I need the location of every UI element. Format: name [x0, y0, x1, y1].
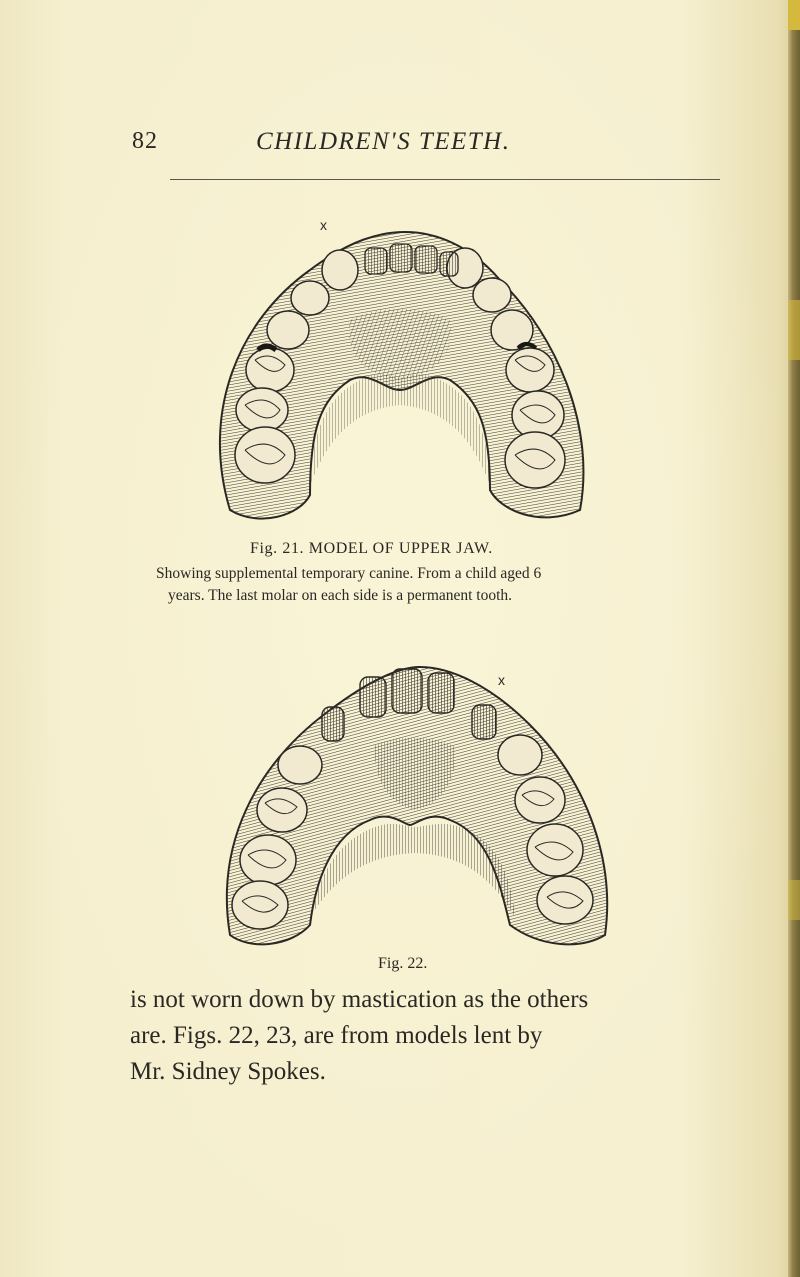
body-line: Mr. Sidney Spokes. — [130, 1058, 326, 1085]
figure-22-label: Fig. 22. — [378, 955, 428, 972]
page-edge-stain — [788, 0, 800, 30]
caption-line: Showing supplemental temporary canine. From a child aged 6 — [156, 565, 542, 582]
body-paragraph — [130, 982, 710, 1090]
page-edge-stain — [788, 300, 800, 360]
body-line: is not worn down by mastication as the others — [130, 986, 589, 1013]
page-number: 82 — [132, 128, 158, 154]
figure-22-jaw-illustration — [210, 655, 620, 955]
header-rule — [170, 179, 720, 180]
body-line: are. Figs. 22, 23, are from models lent by — [130, 1022, 543, 1049]
running-head — [132, 128, 672, 162]
figure-22-marker: x — [498, 672, 505, 688]
figure-21-title: Fig. 21. MODEL OF UPPER JAW. — [250, 540, 493, 557]
running-title: CHILDREN'S TEETH. — [256, 128, 511, 155]
figure-21-marker: x — [320, 217, 327, 233]
caption-line: years. The last molar on each side is a permanent tooth. — [168, 587, 513, 604]
page-edge-stain — [788, 880, 800, 920]
figure-21-caption — [156, 563, 696, 607]
page-edge — [788, 0, 800, 1277]
figure-21-upper-jaw-illustration — [200, 210, 600, 540]
